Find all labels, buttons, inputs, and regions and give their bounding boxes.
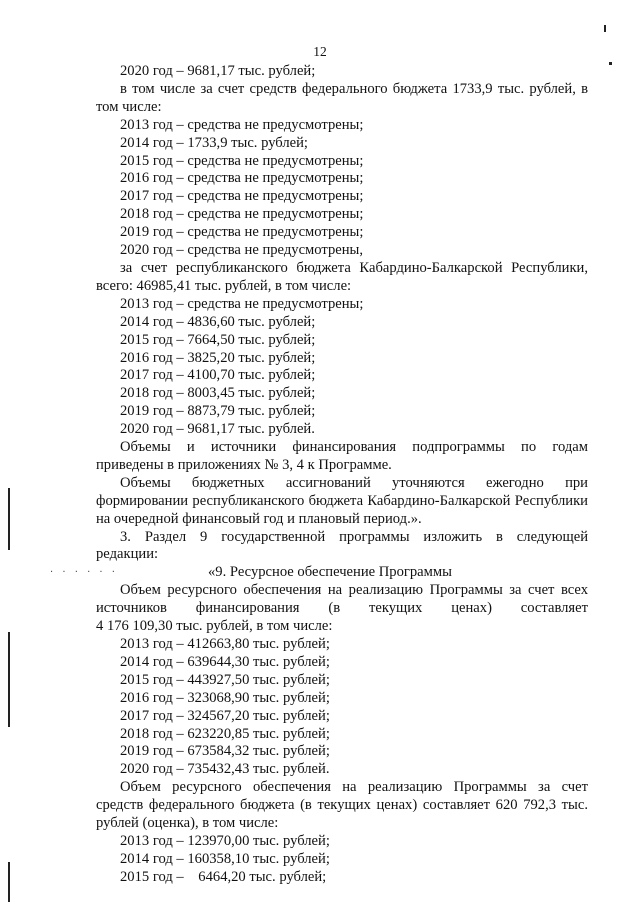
text-line: 2018 год – 8003,45 тыс. рублей; (120, 385, 316, 402)
scan-mark-left-3 (8, 862, 10, 902)
text-line: 2013 год – 412663,80 тыс. рублей; (120, 636, 330, 652)
text-line: 2017 год – средства не предусмотрены; (120, 188, 364, 205)
text-line: 2020 год – средства не предусмотрены, (120, 242, 363, 259)
text-line: Объем ресурсного обеспечения на реализацию Программы за счет всех (120, 582, 588, 599)
text-line: 2020 год – 9681,17 тыс. рублей. (120, 421, 315, 438)
text-line: 3. Раздел 9 государственной программы изложить в следующей (120, 528, 588, 545)
text-line: Объемы и источники финансирования подпрограммы по годам (120, 439, 588, 456)
text-line: в том числе за счет средств федерального бюджета 1733,9 тыс. рублей, в (120, 80, 588, 97)
text-line: 2016 год – 3825,20 тыс. рублей; (120, 349, 316, 366)
text-line: 2013 год – средства не предусмотрены; (120, 295, 364, 312)
scan-mark-left-2 (8, 632, 10, 727)
scan-mark-left-1 (8, 488, 10, 550)
text-line: 4 176 109,30 тыс. рублей, в том числе: (96, 618, 333, 635)
text-line: 2014 год – 639644,30 тыс. рублей; (120, 653, 330, 670)
scan-dots: · · · · · · (50, 567, 118, 578)
text-line: 2014 год – 1733,9 тыс. рублей; (120, 134, 308, 151)
text-line: 2020 год – 735432,43 тыс. рублей. (120, 761, 330, 778)
scan-mark-right (609, 62, 612, 65)
text-line: 2020 год – 9681,17 тыс. рублей; (120, 63, 316, 79)
text-line: 2015 год – средства не предусмотрены; (120, 152, 364, 169)
text-line: 2019 год – средства не предусмотрены; (120, 224, 364, 241)
text-line: Объем ресурсного обеспечения на реализацию Программы за счет (120, 779, 588, 796)
text-line: 2019 год – 673584,32 тыс. рублей; (120, 743, 330, 760)
text-line: 2015 год – 6464,20 тыс. рублей; (120, 868, 327, 885)
text-line: 2013 год – средства не предусмотрены; (120, 116, 364, 133)
text-line: 2018 год – 623220,85 тыс. рублей; (120, 725, 330, 742)
text-line: 2016 год – средства не предусмотрены; (120, 170, 364, 187)
text-line: том числе: (96, 98, 162, 115)
text-line: «9. Ресурсное обеспечение Программы (208, 564, 452, 581)
text-line: 2015 год – 443927,50 тыс. рублей; (120, 671, 330, 688)
page-number: 12 (313, 44, 327, 59)
text-line: 2019 год – 8873,79 тыс. рублей; (120, 403, 316, 420)
text-line: всего: 46985,41 тыс. рублей, в том числе: (96, 277, 352, 294)
text-line: рублей (оценка), в том числе: (96, 815, 279, 832)
text-line: 2013 год – 123970,00 тыс. рублей; (120, 832, 330, 849)
text-line: 2016 год – 323068,90 тыс. рублей; (120, 689, 330, 706)
text-line: 2014 год – 4836,60 тыс. рублей; (120, 313, 316, 330)
text-line: 2018 год – средства не предусмотрены; (120, 206, 364, 223)
text-line: 2017 год – 4100,70 тыс. рублей; (120, 367, 316, 384)
text-line: на очередной финансовый год и плановый период.». (96, 510, 422, 527)
document-body (96, 63, 588, 887)
text-line: 2015 год – 7664,50 тыс. рублей; (120, 331, 316, 348)
scan-mark-top-right (604, 25, 606, 32)
text-line: формировании республиканского бюджета Кабардино-Балкарской Республики (96, 492, 588, 509)
text-line: Объемы бюджетных ассигнований уточняются ежегодно при (120, 474, 588, 491)
text-line: за счет республиканского бюджета Кабардино-Балкарской Республики, (120, 259, 588, 276)
text-line: источников финансирования (в текущих ценах) составляет (96, 600, 588, 617)
text-line: приведены в приложениях № 3, 4 к Программе. (96, 456, 392, 473)
text-line: средств федерального бюджета (в текущих ценах) составляет 620 792,3 тыс. (96, 797, 588, 814)
text-line: 2017 год – 324567,20 тыс. рублей; (120, 707, 330, 724)
text-line: 2014 год – 160358,10 тыс. рублей; (120, 850, 330, 867)
text-line: редакции: (96, 546, 159, 563)
